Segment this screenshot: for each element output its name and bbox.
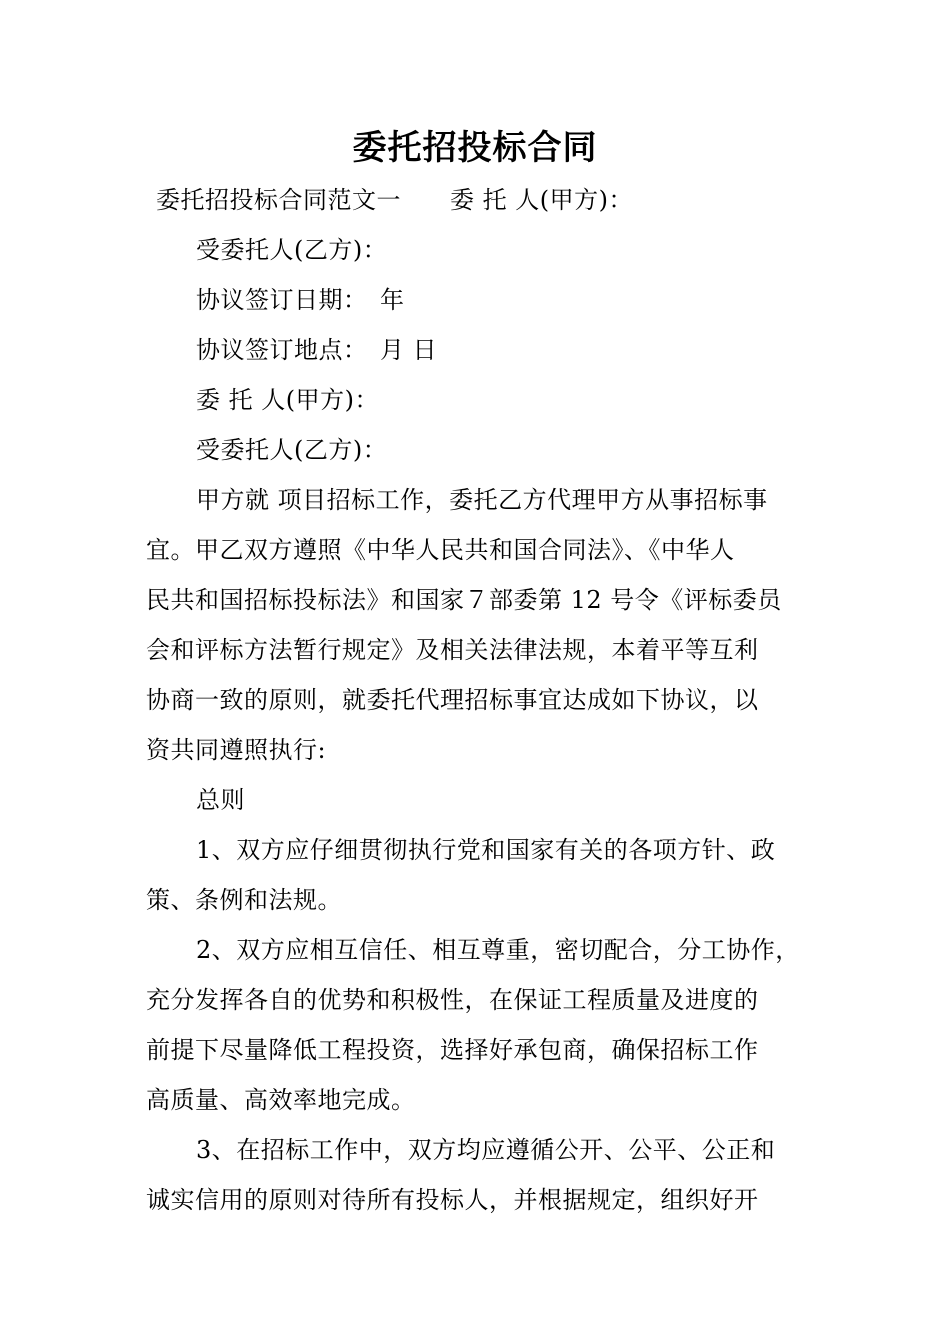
clause-1-line: 策、条例和法规。 [146,886,342,914]
header-line-client-a: 委托招投标合同范文一 委 托 人(甲方)： [156,186,633,214]
clause-3-line: 诚实信用的原则对待所有投标人，并根据规定，组织好开 [146,1186,759,1214]
header-line-sign-date: 协议签订日期： 年 [196,286,405,314]
intro-line: 甲方就 项目招标工作，委托乙方代理甲方从事招标事 [196,486,768,514]
clause-3-line: 3、在招标工作中，双方均应遵循公开、公平、公正和 [196,1136,776,1164]
intro-line: 资共同遵照执行: [146,736,327,764]
intro-line: 民共和国招标投标法》和国家７部委第 12 号令《评标委员 [146,586,782,614]
document-title: 委托招投标合同 [352,128,598,168]
header-line-agent-b: 受委托人(乙方)： [196,236,388,264]
intro-line: 宜。甲乙双方遵照《中华人民共和国合同法》、《中华人 [146,536,735,564]
clause-2-line: 2、双方应相互信任、相互尊重，密切配合，分工协作， [196,936,800,964]
intro-line: 会和评标方法暂行规定》及相关法律法规，本着平等互利 [146,636,759,664]
header-line-agent-b-repeat: 受委托人(乙方)： [196,436,388,464]
clause-2-line: 前提下尽量降低工程投资，选择好承包商，确保招标工作 [146,1036,759,1064]
intro-line: 协商一致的原则，就委托代理招标事宜达成如下协议，以 [146,686,759,714]
clause-2-line: 充分发挥各自的优势和积极性，在保证工程质量及进度的 [146,986,759,1014]
header-line-client-a-repeat: 委 托 人(甲方)： [196,386,379,414]
section-heading-general: 总则 [196,786,245,814]
header-line-sign-place: 协议签订地点： 月 日 [196,336,438,364]
clause-2-line: 高质量、高效率地完成。 [146,1086,416,1114]
clause-1-line: 1、双方应仔细贯彻执行党和国家有关的各项方针、政 [196,836,776,864]
